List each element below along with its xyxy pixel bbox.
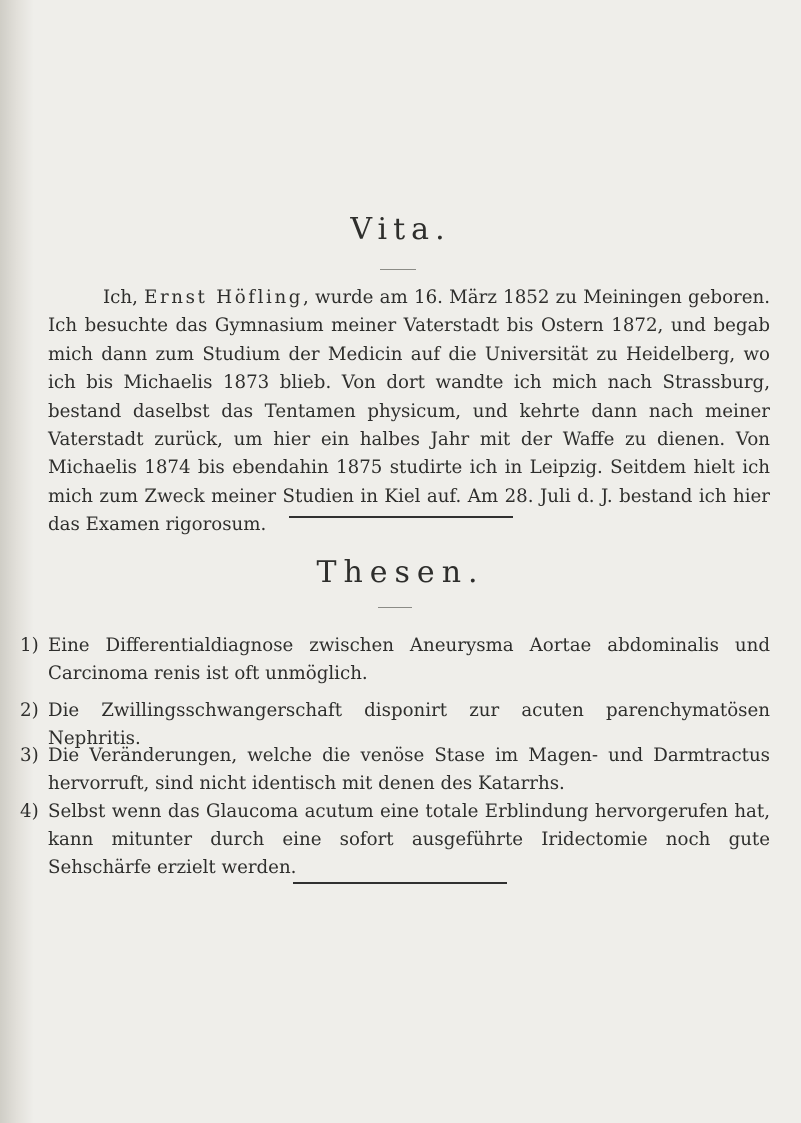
vita-text-start: Ich,	[103, 287, 145, 308]
vita-title: Vita.	[350, 212, 451, 247]
section-divider-rule	[289, 516, 513, 518]
thesis-item	[20, 632, 770, 688]
thesis-item	[20, 742, 770, 798]
vita-paragraph	[48, 284, 770, 540]
vita-title-rule	[380, 269, 416, 270]
thesen-title: Thesen.	[316, 555, 485, 590]
thesis-text: Selbst wenn das Glaucoma acutum eine totale Erblindung hervorgerufen hat, kann mitunter durch eine sofort ausgeführte Iridectomie noch gute Sehschärfe erzielt werden.	[48, 801, 770, 878]
thesis-number: 2)	[20, 700, 39, 721]
vita-text-body: , wurde am 16. März 1852 zu Meiningen geboren. Ich besuchte das Gymnasium meiner Vaterstadt bis Ostern 1872, und begab mich dann zum Studium der Medicin auf die Universität zu Heidelberg, wo ich bis Michaelis 1873 blieb. Von dort wandte ich mich nach Strassburg, bestand daselbst das Tentamen physicum, und kehrte dann nach meiner Vaterstadt zurück, um hier ein halbes Jahr mit der Waffe zu dienen. Von Michaelis 1874 bis ebendahin 1875 studirte ich in Leipzig. Seitdem hielt ich mich zum Zweck meiner Studien in Kiel auf. Am 28. Juli d. J. bestand ich hier das Examen rigorosum.	[48, 287, 770, 536]
author-name: Ernst Höfling	[144, 287, 304, 308]
thesis-item	[20, 798, 770, 882]
thesis-text: Die Zwillingsschwangerschaft disponirt zur acuten parenchymatösen Nephritis.	[48, 700, 770, 749]
thesis-text: Die Veränderungen, welche die venöse Stase im Magen- und Darmtractus hervorruft, sind nicht identisch mit denen des Katarrhs.	[48, 745, 770, 794]
thesis-number: 1)	[20, 635, 39, 656]
thesis-number: 4)	[20, 801, 39, 822]
end-divider-rule	[293, 882, 507, 884]
thesis-text: Eine Differentialdiagnose zwischen Aneurysma Aortae abdominalis und Carcinoma renis ist oft unmöglich.	[48, 635, 770, 684]
thesis-number: 3)	[20, 745, 39, 766]
thesen-title-rule	[378, 607, 412, 608]
